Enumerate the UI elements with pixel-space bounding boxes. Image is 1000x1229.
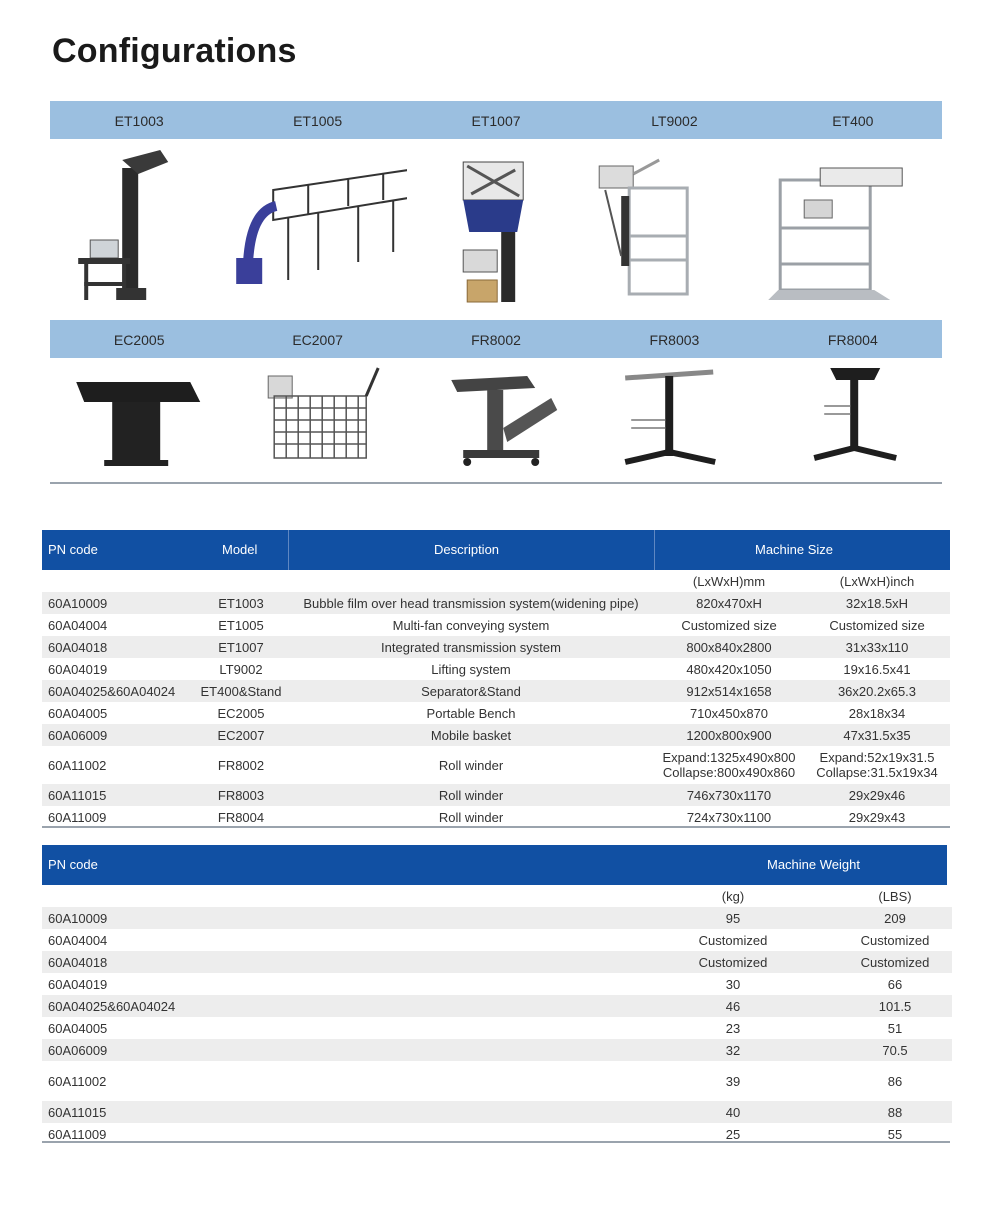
weight-lbs-cell: 101.5 — [878, 998, 912, 1014]
mm-unit: (LxWxH)mm — [692, 573, 766, 589]
pn-code-cell: 60A04019 — [48, 661, 108, 677]
pn-code-cell: 60A11009 — [48, 809, 107, 825]
kg-unit: (kg) — [721, 888, 745, 904]
size-table-header — [42, 530, 950, 570]
weight-kg-cell: 40 — [725, 1104, 741, 1120]
size-inch-cell: Expand:52x19x31.5 Collapse:31.5x19x34 — [816, 750, 938, 780]
size-mm-cell: 800x840x2800 — [686, 639, 772, 655]
weight-lbs-cell: 66 — [887, 976, 903, 992]
pn-code-cell: 60A06009 — [48, 727, 108, 743]
machine-weight-header: Machine Weight — [767, 857, 860, 872]
table-row — [42, 907, 952, 929]
model-cell: ET1007 — [218, 639, 264, 655]
pn-code-cell: 60A04018 — [48, 954, 108, 970]
pn-code-cell: 60A04005 — [48, 705, 108, 721]
size-mm-cell: 746x730x1170 — [686, 787, 772, 803]
grid-label: ET1007 — [471, 113, 521, 129]
size-mm-cell: 724x730x1100 — [686, 809, 772, 825]
size-mm-cell: 912x514x1658 — [686, 683, 772, 699]
product-grid-header-row-2 — [50, 320, 942, 358]
description-cell: Lifting system — [431, 661, 511, 677]
weight-lbs-cell: 86 — [887, 1073, 903, 1089]
grid-label: ET400 — [832, 113, 874, 129]
pn-code-cell: 60A04004 — [48, 617, 108, 633]
weight-table-header — [42, 845, 947, 885]
size-inch-cell: 47x31.5x35 — [843, 727, 911, 743]
model-cell: EC2007 — [217, 727, 265, 743]
pn-code-cell: 60A04025&60A04024 — [48, 683, 176, 699]
weight-kg-cell: 95 — [725, 910, 741, 926]
grid-label: FR8004 — [827, 332, 878, 348]
fr8003-image — [585, 358, 763, 480]
pn-code-cell: 60A11015 — [48, 1104, 107, 1120]
size-inch-cell: Customized size — [829, 617, 925, 633]
pn-code-cell: 60A11002 — [48, 1073, 107, 1089]
machine-weight-table — [42, 845, 950, 1143]
size-mm-cell: Customized size — [681, 617, 777, 633]
product-grid-header-row-1 — [50, 101, 942, 139]
description-cell: Integrated transmission system — [381, 639, 561, 655]
model-cell: LT9002 — [219, 661, 263, 677]
pn-code-cell: 60A04025&60A04024 — [48, 998, 176, 1014]
table-row — [42, 592, 950, 614]
machine-size-header: Machine Size — [755, 542, 834, 557]
size-mm-cell: 480x420x1050 — [686, 661, 772, 677]
pn-code-cell: 60A04005 — [48, 1020, 108, 1036]
model-cell: FR8002 — [217, 757, 265, 773]
weight-kg-cell: Customized — [698, 932, 768, 948]
et1003-image — [50, 140, 228, 318]
size-mm-cell: Expand:1325x490x800 Collapse:800x490x860 — [662, 750, 796, 780]
grid-label: FR8002 — [471, 332, 521, 348]
table-row — [42, 724, 950, 746]
inch-unit: (LxWxH)inch — [839, 573, 915, 589]
fr8002-image — [407, 358, 585, 480]
table-row — [42, 1061, 952, 1101]
table-row — [42, 702, 950, 724]
pn-code-header: PN code — [48, 857, 98, 872]
grid-divider — [50, 482, 942, 484]
table-row — [42, 658, 950, 680]
table-row — [42, 1039, 952, 1061]
pn-code-cell: 60A11015 — [48, 787, 107, 803]
weight-lbs-cell: Customized — [860, 954, 930, 970]
grid-label: EC2007 — [292, 332, 343, 348]
pn-code-cell: 60A04018 — [48, 639, 108, 655]
table-row — [42, 746, 950, 784]
model-cell: ET1005 — [218, 617, 264, 633]
size-inch-cell: 32x18.5xH — [845, 595, 909, 611]
model-cell: EC2005 — [217, 705, 265, 721]
weight-kg-cell: 32 — [725, 1042, 741, 1058]
ec2005-image — [50, 358, 228, 480]
table-row — [42, 929, 952, 951]
weight-units-row — [42, 885, 950, 907]
product-grid-images-row-1 — [50, 140, 942, 318]
lt9002-image — [585, 140, 763, 318]
model-cell: ET400&Stand — [200, 683, 282, 699]
description-cell: Portable Bench — [426, 705, 516, 721]
table-row — [42, 784, 950, 806]
grid-label: ET1003 — [114, 113, 164, 129]
pn-code-cell: 60A04004 — [48, 932, 108, 948]
size-mm-cell: 1200x800x900 — [686, 727, 772, 743]
size-inch-cell: 36x20.2x65.3 — [837, 683, 917, 699]
pn-code-cell: 60A10009 — [48, 595, 108, 611]
table-row — [42, 680, 950, 702]
size-inch-cell: 29x29x46 — [848, 787, 906, 803]
pn-code-cell: 60A11002 — [48, 757, 107, 773]
description-cell: Roll winder — [438, 757, 504, 773]
size-inch-cell: 31x33x110 — [845, 639, 909, 655]
pn-code-cell: 60A10009 — [48, 910, 108, 926]
description-cell: Mobile basket — [430, 727, 512, 743]
weight-kg-cell: Customized — [698, 954, 768, 970]
et400-image — [764, 140, 942, 318]
weight-lbs-cell: 55 — [887, 1126, 903, 1142]
table-row — [42, 1017, 952, 1039]
description-cell: Roll winder — [438, 787, 504, 803]
table-row — [42, 806, 950, 828]
model-cell: FR8003 — [217, 787, 265, 803]
grid-label: FR8003 — [649, 332, 700, 348]
table-row — [42, 973, 952, 995]
grid-label: LT9002 — [651, 113, 698, 129]
grid-label: ET1005 — [293, 113, 343, 129]
size-mm-cell: 820x470xH — [696, 595, 762, 611]
model-header: Model — [222, 542, 258, 557]
pn-code-cell: 60A04019 — [48, 976, 108, 992]
size-inch-cell: 19x16.5x41 — [843, 661, 911, 677]
product-grid-images-row-2 — [50, 358, 942, 480]
description-header: Description — [434, 542, 500, 557]
weight-kg-cell: 39 — [725, 1073, 741, 1089]
size-inch-cell: 28x18x34 — [848, 705, 906, 721]
table-row — [42, 1101, 952, 1123]
lbs-unit: (LBS) — [878, 888, 912, 904]
machine-size-table — [42, 530, 950, 828]
weight-kg-cell: 46 — [725, 998, 741, 1014]
pn-code-header: PN code — [48, 542, 98, 557]
et1007-image — [407, 140, 585, 318]
weight-kg-cell: 23 — [725, 1020, 741, 1036]
weight-lbs-cell: 209 — [884, 910, 906, 926]
et1005-image — [228, 140, 406, 318]
page-title: Configurations — [52, 32, 297, 70]
weight-kg-cell: 25 — [725, 1126, 741, 1142]
ec2007-image — [228, 358, 406, 480]
description-cell: Bubble film over head transmission system(widening pipe) — [303, 595, 639, 611]
description-cell: Roll winder — [438, 809, 504, 825]
fr8004-image — [764, 358, 942, 480]
weight-lbs-cell: 88 — [887, 1104, 903, 1120]
grid-label: EC2005 — [113, 332, 165, 348]
description-cell: Multi-fan conveying system — [392, 617, 550, 633]
table-row — [42, 951, 952, 973]
pn-code-cell: 60A11009 — [48, 1126, 107, 1142]
size-inch-cell: 29x29x43 — [848, 809, 906, 825]
model-cell: ET1003 — [218, 595, 264, 611]
table-row — [42, 614, 950, 636]
model-cell: FR8004 — [217, 809, 265, 825]
pn-code-cell: 60A06009 — [48, 1042, 108, 1058]
weight-lbs-cell: Customized — [860, 932, 930, 948]
description-cell: Separator&Stand — [421, 683, 521, 699]
weight-kg-cell: 30 — [725, 976, 741, 992]
weight-lbs-cell: 70.5 — [882, 1042, 908, 1058]
size-mm-cell: 710x450x870 — [689, 705, 769, 721]
weight-lbs-cell: 51 — [887, 1020, 903, 1036]
table-row — [42, 995, 952, 1017]
size-units-row — [42, 570, 950, 592]
table-row — [42, 636, 950, 658]
